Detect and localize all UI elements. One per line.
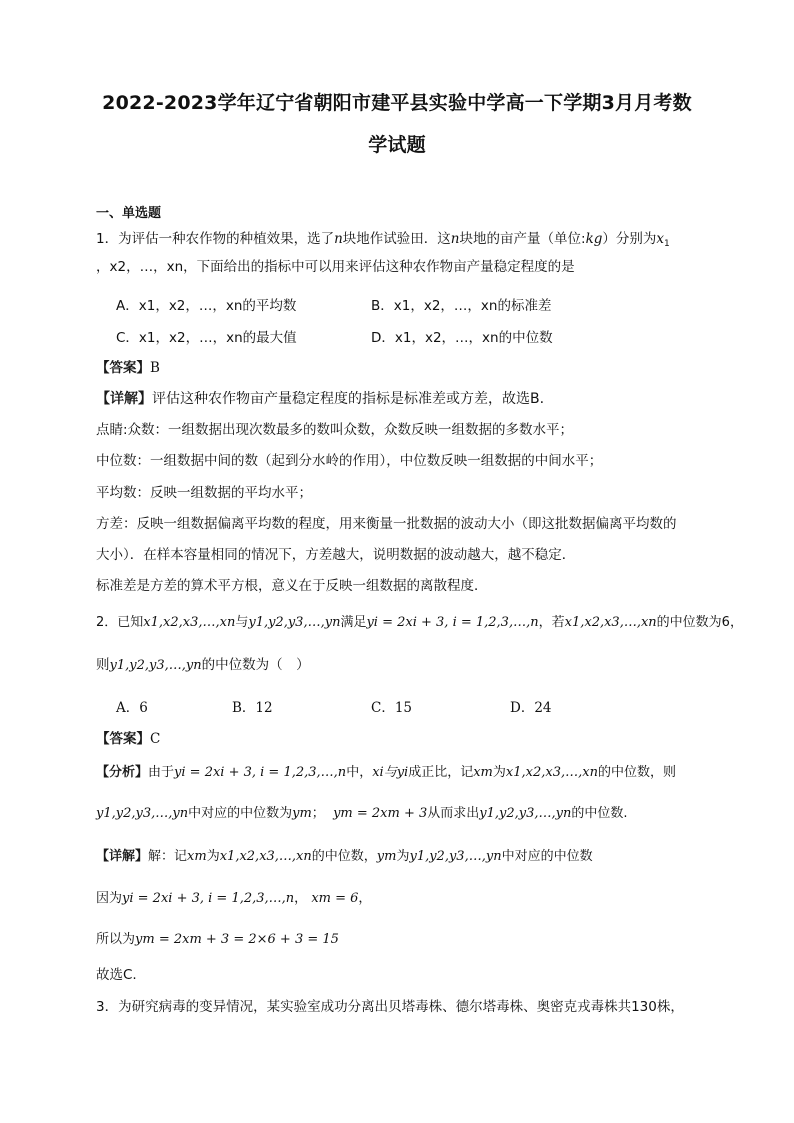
q2-detail-xm: xm — [187, 849, 207, 864]
q2-analysis2-ys2: y1,y2,y3,…,yn — [479, 806, 572, 821]
q2-analysis-line-1 — [96, 764, 706, 782]
q2-analysis-a: 由于 — [148, 765, 175, 780]
q1-stem-c: 块地的亩产量（单位: — [459, 231, 586, 247]
q2-because-line — [96, 890, 706, 908]
q2-stem-line-1 — [96, 614, 743, 632]
q2-analysis-xs: x1,x2,x3,…,xn — [505, 765, 598, 780]
q2-stem-line-2 — [96, 656, 706, 675]
q2-y-sequence: y1,y2,y3,…,yn — [248, 615, 341, 630]
q2-stem-a: 2．已知 — [96, 615, 144, 630]
q1-answer — [96, 359, 706, 377]
q2-so-relation: ym = 2xm + 3 = 2×6 + 3 = 15 — [135, 932, 339, 947]
q2-x-sequence: x1,x2,x3,…,xn — [143, 615, 236, 630]
q2-analysis-xm: xm — [473, 765, 493, 780]
q1-note-6: 标准差是方差的算术平方根，意义在于反映一组数据的离散程度． — [96, 578, 488, 594]
q2-detail-c: 的中位数， — [311, 849, 377, 864]
q2-relation: yi = 2xi + 3, i = 1,2,3,…,n — [366, 615, 539, 630]
q1-option-a: A．x1，x2，…，xn的平均数 — [116, 298, 297, 314]
q2-detail-line-1 — [96, 848, 706, 866]
q1-note-3: 平均数：反映一组数据的平均水平； — [96, 485, 312, 501]
q2-answer-value: C — [150, 731, 161, 747]
q2-conclusion: 故选C. — [96, 967, 137, 983]
q2-so-a: 所以为 — [96, 932, 136, 947]
q1-x1-sub: 1 — [664, 239, 670, 249]
q2-because-b: ， — [294, 891, 308, 906]
q2-detail-ys: y1,y2,y3,…,yn — [409, 849, 502, 864]
q2-analysis2-ys: y1,y2,y3,…,yn — [96, 806, 189, 821]
q1-stem-line-2: ，x2，…，xn，下面给出的指标中可以用来评估这种农作物亩产量稳定程度的是 — [96, 259, 575, 275]
q2-analysis-b: 中， — [346, 765, 373, 780]
q2-x-sequence-2: x1,x2,x3,…,xn — [564, 615, 657, 630]
q2-detail-b: 为 — [206, 849, 220, 864]
q1-stem-d: ）分别为 — [602, 231, 657, 247]
q1-note-4: 方差：反映一组数据偏离平均数的程度，用来衡量一批数据的波动大小（即这批数据偏离平均数的 — [96, 516, 677, 532]
q2-line2-a: 则 — [96, 657, 110, 673]
q2-option-d: D．24 — [510, 700, 552, 716]
q2-detail-d: 为 — [396, 849, 410, 864]
q2-because-c: ， — [358, 891, 372, 906]
q1-detail — [96, 390, 706, 408]
q2-stem-c: 满足 — [340, 615, 367, 630]
q2-line2-b: 的中位数为（ ） — [201, 657, 310, 673]
q2-analysis-e: 为 — [492, 765, 506, 780]
q1-option-b: B．x1，x2，…，xn的标准差 — [371, 298, 552, 314]
section-heading: 一、单选题 — [96, 206, 162, 221]
q2-detail-tag: 【详解】 — [96, 849, 149, 864]
q1-detail-tag: 【详解】 — [96, 391, 152, 407]
q2-answer — [96, 730, 706, 748]
q1-note-2: 中位数：一组数据中间的数（起到分水岭的作用），中位数反映一组数据的中间水平； — [96, 453, 603, 469]
q2-detail-a: 解：记 — [148, 849, 188, 864]
q2-analysis2-b: ； — [311, 806, 325, 821]
q1-kg: kg — [585, 231, 603, 247]
q1-n1: n — [334, 231, 343, 247]
q1-note-1: 点睛:众数：一组数据出现次数最多的数叫众数，众数反映一组数据的多数水平； — [96, 422, 574, 438]
q1-option-d: D．x1，x2，…，xn的中位数 — [371, 330, 553, 346]
q1-x1: x — [656, 231, 665, 247]
q2-stem-b: 与 — [235, 615, 249, 630]
q3-stem-line-1: 3．为研究病毒的变异情况，某实验室成功分离出贝塔毒株、德尔塔毒株、奥密克戎毒株共130株， — [96, 999, 684, 1015]
q2-analysis-proportion: xi与yi — [372, 765, 409, 780]
page-title-line-1: 2022-2023学年辽宁省朝阳市建平县实验中学高一下学期3月月考数 — [102, 92, 692, 114]
q2-option-a: A．6 — [116, 700, 148, 716]
q2-analysis-d: 成正比，记 — [408, 765, 474, 780]
q2-detail-ym: ym — [376, 849, 397, 864]
q2-analysis2-relation: ym = 2xm + 3 — [333, 806, 428, 821]
q2-y-sequence-2: y1,y2,y3,…,yn — [109, 658, 202, 673]
q2-stem-d: ，若 — [538, 615, 565, 630]
q2-analysis2-a: 中对应的中位数为 — [188, 806, 293, 821]
q2-analysis-relation: yi = 2xi + 3, i = 1,2,3,…,n — [174, 765, 347, 780]
q2-analysis-f: 的中位数，则 — [597, 765, 676, 780]
q1-answer-tag: 【答案】 — [96, 360, 150, 376]
q2-analysis-tag: 【分析】 — [96, 765, 149, 780]
q2-detail-e: 中对应的中位数 — [501, 849, 593, 864]
page-title-line-2: 学试题 — [368, 134, 426, 156]
q2-stem-e: 的中位数为6， — [656, 615, 743, 630]
q1-stem-line-1 — [96, 230, 706, 253]
q1-stem-b: 块地作试验田．这 — [342, 231, 451, 247]
q1-note-5: 大小）．在样本容量相同的情况下，方差越大，说明数据的波动越大，越不稳定． — [96, 547, 576, 563]
q2-detail-xs: x1,x2,x3,…,xn — [219, 849, 312, 864]
q2-because-xm: xm = 6 — [311, 891, 359, 906]
q2-analysis2-c: 从而求出 — [427, 806, 480, 821]
q1-option-c: C．x1，x2，…，xn的最大值 — [116, 330, 297, 346]
q2-option-c: C．15 — [371, 700, 413, 716]
q1-n2: n — [450, 231, 460, 247]
q2-analysis2-d: 的中位数. — [571, 806, 628, 821]
q2-so-line — [96, 931, 706, 949]
q2-option-b: B．12 — [232, 700, 273, 716]
q1-detail-text: 评估这种农作物亩产量稳定程度的指标是标准差或方差，故选B. — [152, 391, 545, 407]
q1-stem-a: 1．为评估一种农作物的种植效果，选了 — [96, 231, 335, 247]
q2-because-relation: yi = 2xi + 3, i = 1,2,3,…,n — [122, 891, 295, 906]
q2-analysis2-ym: ym — [292, 806, 312, 821]
q2-because-a: 因为 — [96, 891, 123, 906]
q2-answer-tag: 【答案】 — [96, 731, 150, 747]
q1-answer-value: B — [150, 360, 160, 376]
q2-analysis-line-2 — [96, 805, 706, 823]
